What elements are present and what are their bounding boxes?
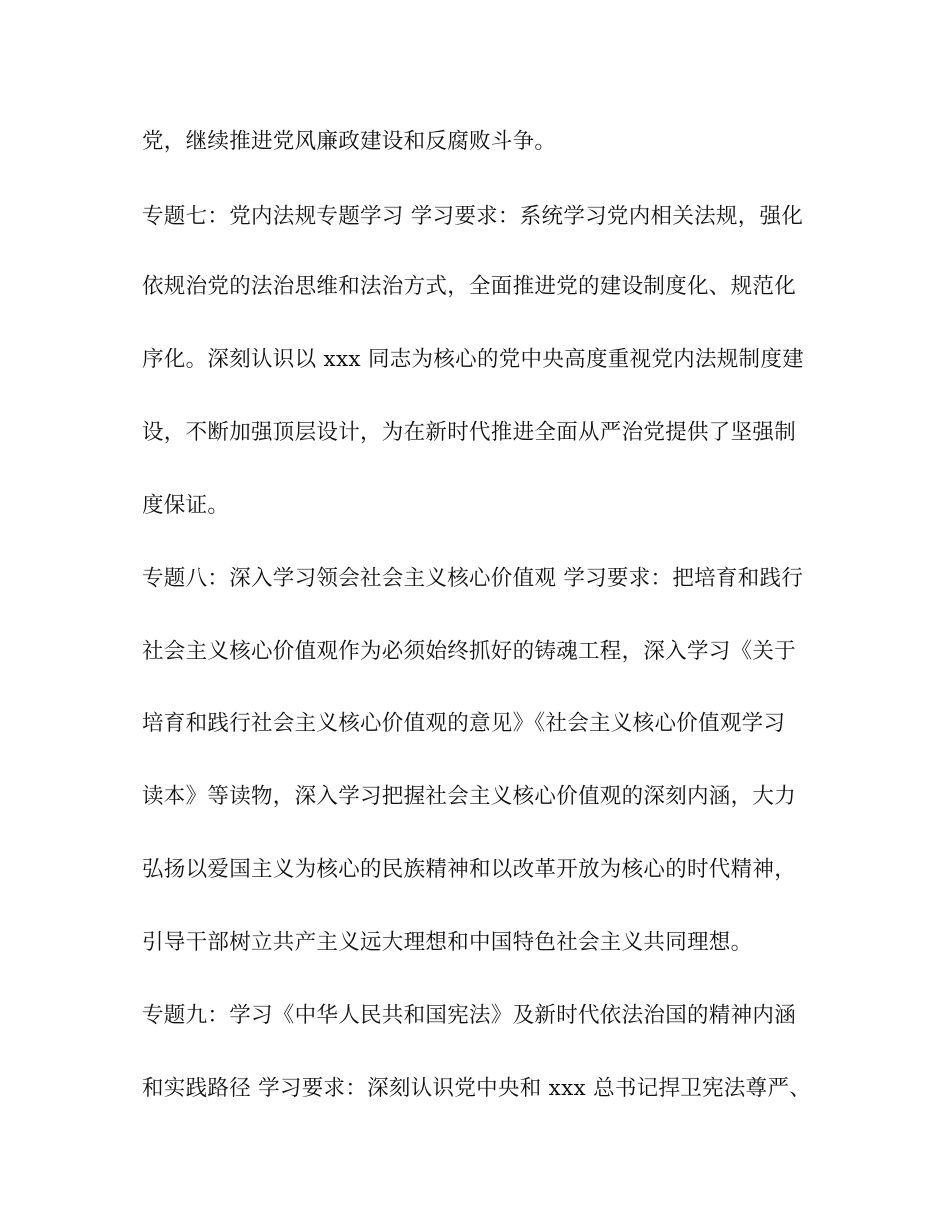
text-line: 度保证。 [142,493,230,518]
text-line: 弘扬以爱国主义为核心的民族精神和以改革开放为核心的时代精神， [142,857,797,882]
text-line: 序化。深刻认识以 xxx 同志为核心的党中央高度重视党内法规制度建 [142,347,804,372]
text-line: 专题八：深入学习领会社会主义核心价值观 学习要求：把培育和践行 [142,566,804,591]
text-line: 社会主义核心价值观作为必须始终抓好的铸魂工程，深入学习《关于 [142,639,797,664]
text-line: 读本》等读物，深入学习把握社会主义核心价值观的深刻内涵，大力 [142,784,797,809]
text-line: 培育和践行社会主义核心价值观的意见》《社会主义核心价值观学习 [142,711,786,736]
text-line: 专题七：党内法规专题学习 学习要求：系统学习党内相关法规，强化 [142,204,804,229]
text-line: 和实践路径 学习要求：深刻认识党中央和 xxx 总书记捍卫宪法尊严、 [142,1076,812,1101]
text-line: 依规治党的法治思维和法治方式，全面推进党的建设制度化、规范化 [142,274,797,299]
text-line: 党，继续推进党风廉政建设和反腐败斗争。 [142,129,557,154]
text-line: 设，不断加强顶层设计，为在新时代推进全面从严治党提供了坚强制 [142,420,797,445]
text-line: 专题九：学习《中华人民共和国宪法》及新时代依法治国的精神内涵 [142,1003,797,1028]
text-line: 引导干部树立共产主义远大理想和中国特色社会主义共同理想。 [142,930,753,955]
